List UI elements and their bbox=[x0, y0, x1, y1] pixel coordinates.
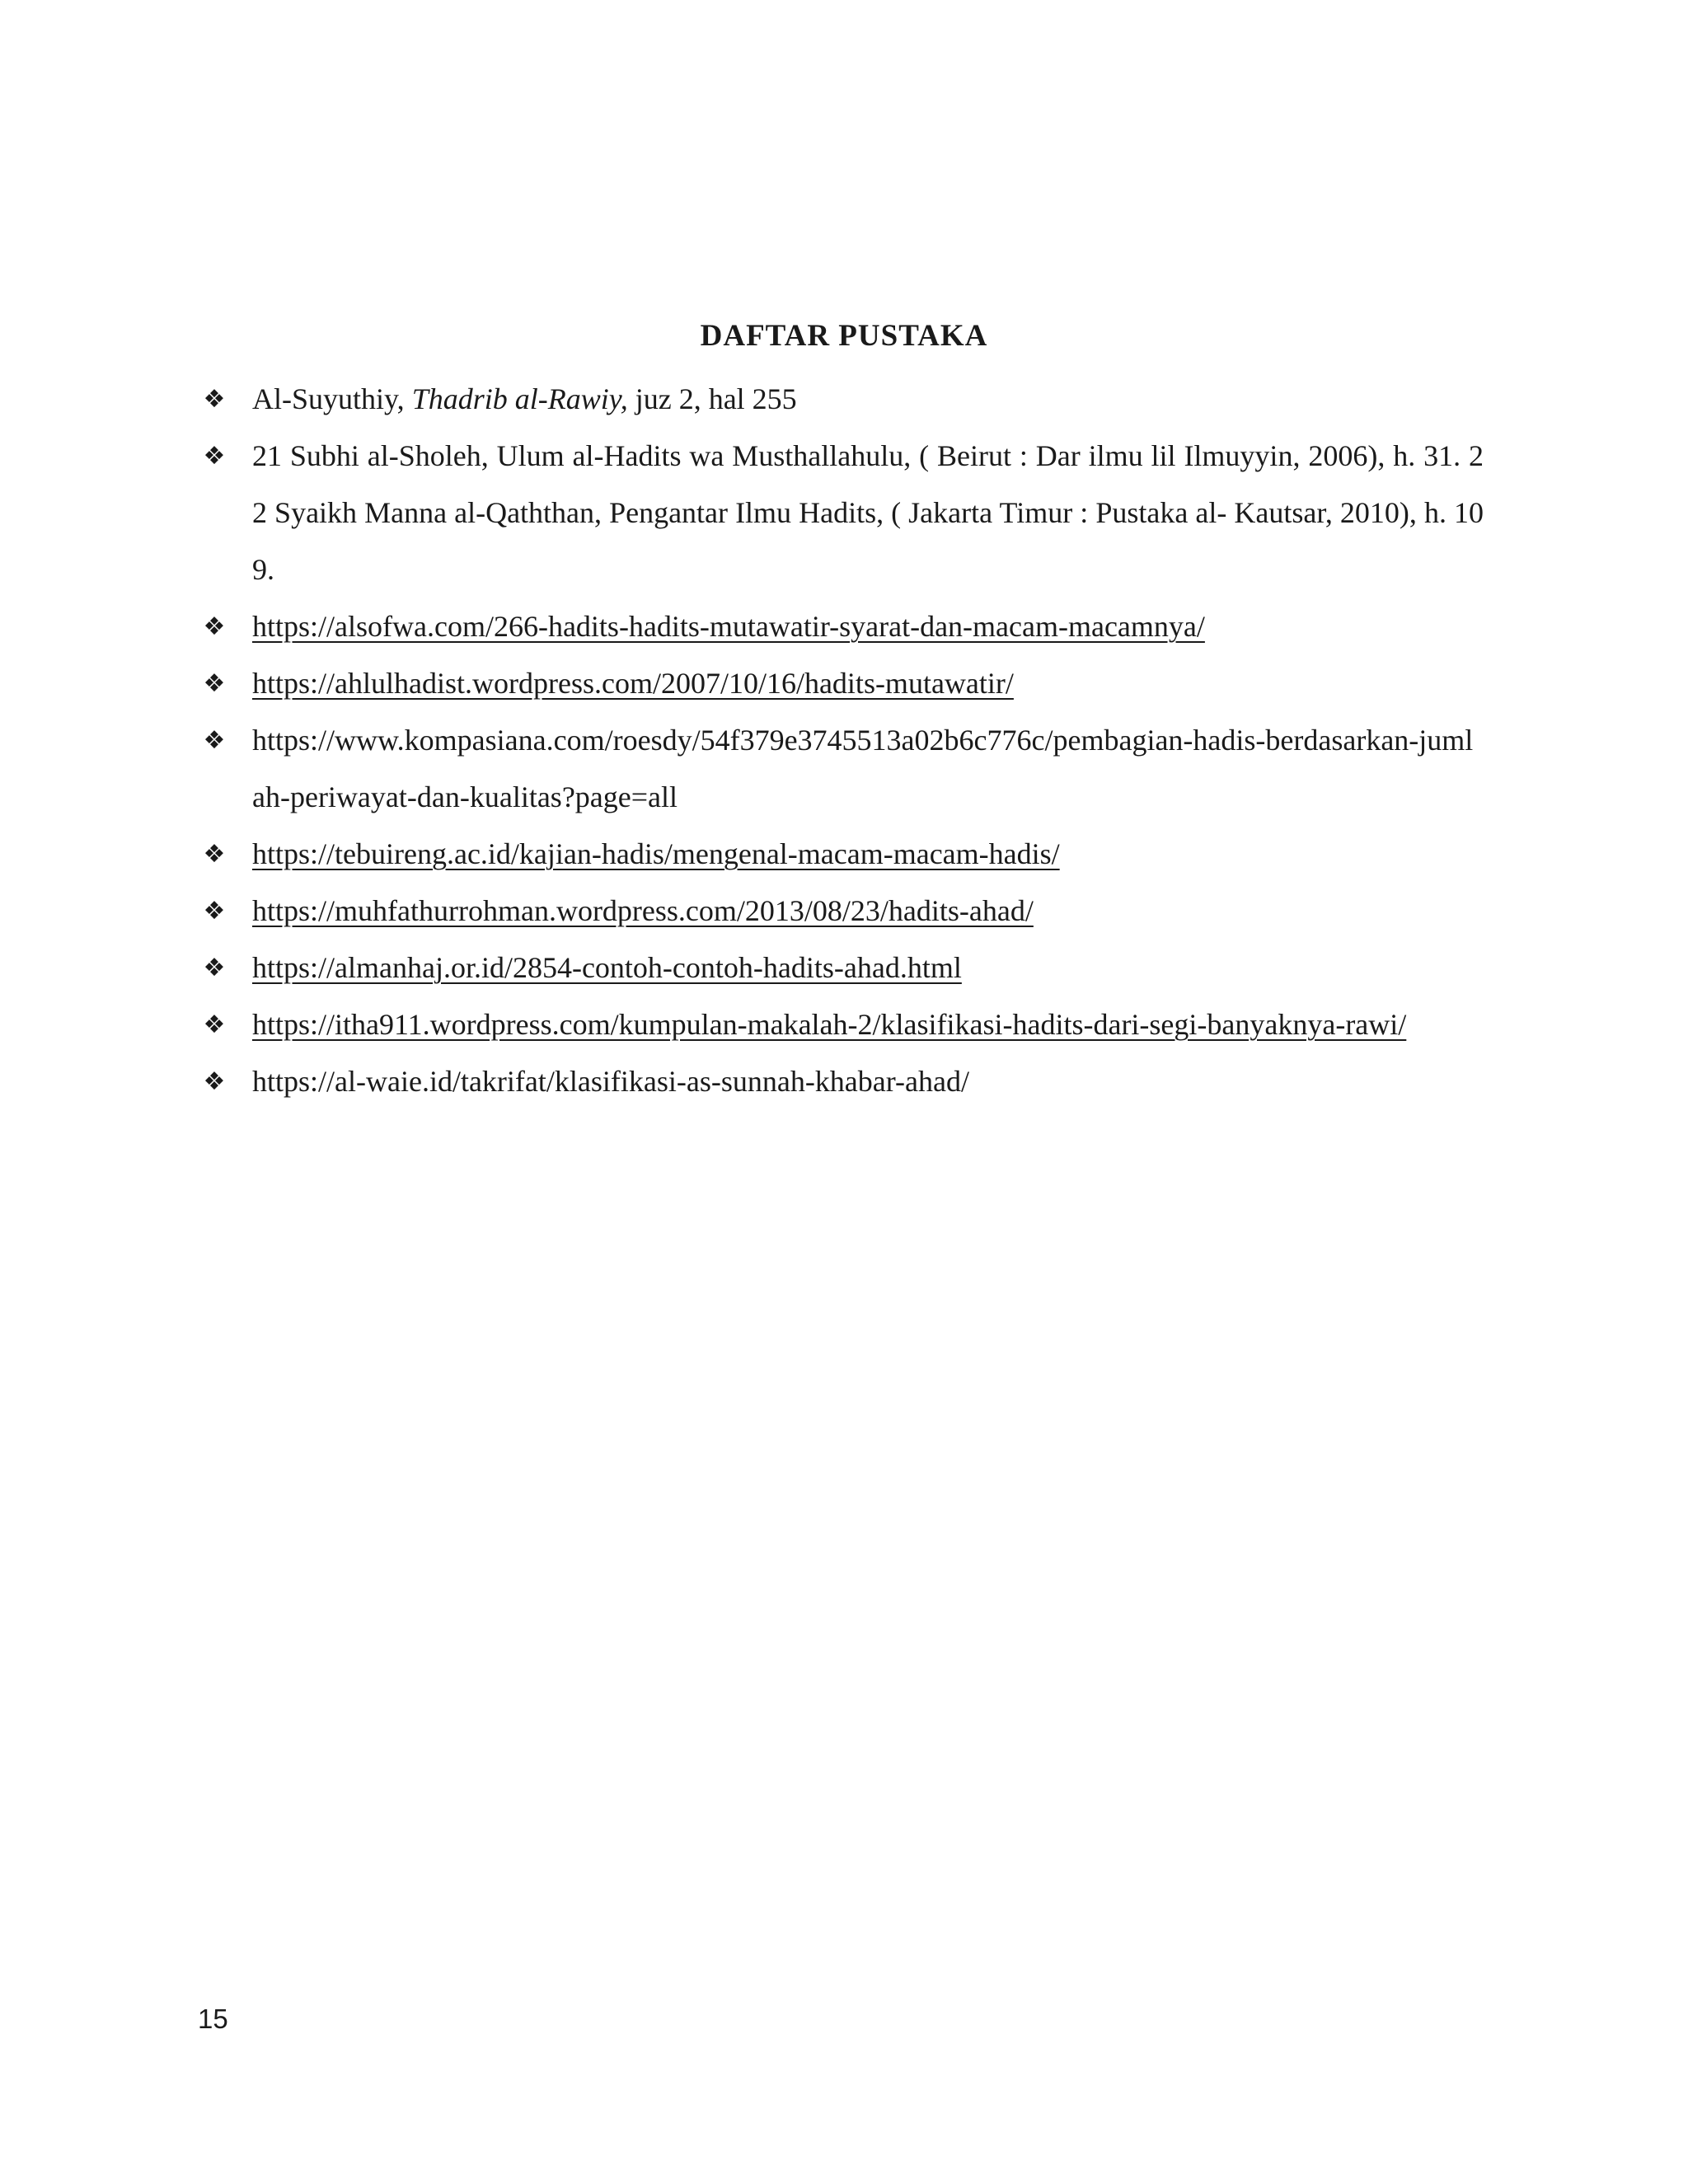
reference-list bbox=[198, 371, 1484, 1110]
reference-item bbox=[198, 371, 1484, 428]
reference-item bbox=[198, 826, 1484, 883]
four-diamond-bullet-icon: ❖ bbox=[203, 442, 226, 471]
reference-item bbox=[198, 883, 1484, 940]
reference-author: Al-Suyuthiy, bbox=[252, 382, 412, 415]
reference-detail: juz 2, hal 255 bbox=[627, 382, 797, 415]
reference-text-alwaie: https://al-waie.id/takrifat/klasifikasi-as-sunnah-khabar-ahad/ bbox=[252, 1065, 969, 1098]
reference-link-tebuireng[interactable]: https://tebuireng.ac.id/kajian-hadis/mengenal-macam-macam-hadis/ bbox=[252, 837, 1060, 870]
four-diamond-bullet-icon: ❖ bbox=[203, 612, 226, 641]
four-diamond-bullet-icon: ❖ bbox=[203, 1010, 226, 1039]
reference-book-title: Thadrib al-Rawiy, bbox=[411, 382, 628, 415]
reference-item bbox=[198, 996, 1484, 1053]
page-title: DAFTAR PUSTAKA bbox=[700, 319, 988, 353]
reference-link-ahlulhadist[interactable]: https://ahlulhadist.wordpress.com/2007/10/16/hadits-mutawatir/ bbox=[252, 667, 1014, 700]
four-diamond-bullet-icon: ❖ bbox=[203, 897, 226, 926]
reference-item bbox=[198, 598, 1484, 655]
reference-item bbox=[198, 1053, 1484, 1110]
reference-text: 21 Subhi al-Sholeh, Ulum al-Hadits wa Musthallahulu, ( Beirut : Dar ilmu lil Ilmuyyin, 2006), h. 31. 22 Syaikh Manna al-Qaththan, Pengantar Ilmu Hadits, ( Jakarta Timur : Pustaka al- Kautsar, 2010), h. 109. bbox=[252, 439, 1484, 586]
four-diamond-bullet-icon: ❖ bbox=[203, 385, 226, 414]
reference-link-itha911[interactable]: https://itha911.wordpress.com/kumpulan-makalah-2/klasifikasi-hadits-dari-segi-banyaknya-rawi/ bbox=[252, 1008, 1407, 1041]
page-number: 15 bbox=[198, 2004, 228, 2034]
four-diamond-bullet-icon: ❖ bbox=[203, 669, 226, 698]
reference-link-muhfathurrohman[interactable]: https://muhfathurrohman.wordpress.com/2013/08/23/hadits-ahad/ bbox=[252, 894, 1034, 927]
reference-text-kompasiana: https://www.kompasiana.com/roesdy/54f379e3745513a02b6c776c/pembagian-hadis-berdasarkan-jumlah-periwayat-dan-kualitas?page=all bbox=[252, 724, 1474, 813]
reference-item bbox=[198, 655, 1484, 712]
four-diamond-bullet-icon: ❖ bbox=[203, 1067, 226, 1096]
four-diamond-bullet-icon: ❖ bbox=[203, 726, 226, 755]
reference-item bbox=[198, 428, 1484, 598]
reference-link-almanhaj[interactable]: https://almanhaj.or.id/2854-contoh-contoh-hadits-ahad.html bbox=[252, 951, 962, 984]
reference-item bbox=[198, 712, 1484, 826]
reference-item bbox=[198, 940, 1484, 996]
four-diamond-bullet-icon: ❖ bbox=[203, 954, 226, 982]
four-diamond-bullet-icon: ❖ bbox=[203, 840, 226, 869]
reference-link-alsofwa[interactable]: https://alsofwa.com/266-hadits-hadits-mutawatir-syarat-dan-macam-macamnya/ bbox=[252, 610, 1205, 643]
